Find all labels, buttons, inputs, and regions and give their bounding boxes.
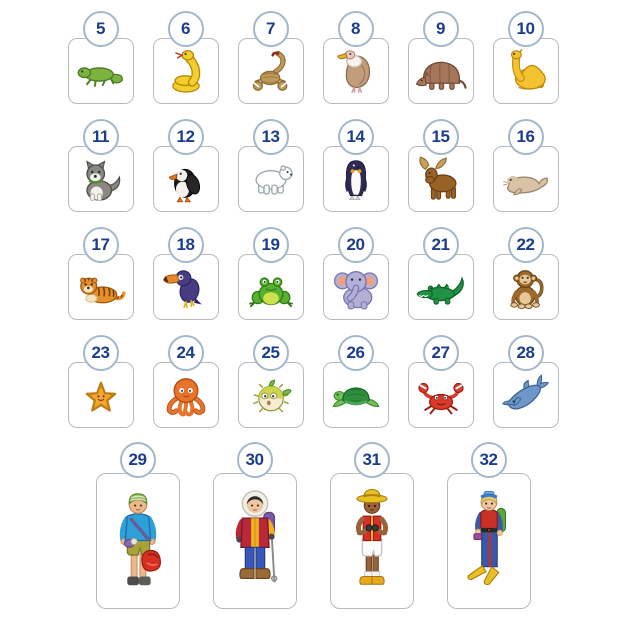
card-11-unit — [68, 119, 134, 212]
number-badge-15 — [423, 119, 459, 155]
card-5-unit — [68, 11, 134, 104]
scorpion-icon — [243, 43, 299, 99]
frog-icon — [243, 259, 299, 315]
elephant-icon — [328, 259, 384, 315]
winter-explorer-icon — [220, 483, 290, 600]
card-number: 8 — [351, 19, 360, 38]
animal-row-4 — [0, 335, 626, 428]
card-10-unit — [493, 11, 559, 104]
number-badge-9 — [423, 11, 459, 47]
number-badge-29 — [120, 442, 156, 478]
number-badge-23 — [83, 335, 119, 371]
card-22-monkey[interactable] — [493, 254, 559, 320]
card-32-unit — [447, 442, 531, 609]
card-number: 31 — [362, 450, 381, 469]
card-14-unit — [323, 119, 389, 212]
starfish-icon — [73, 367, 129, 423]
number-badge-19 — [253, 227, 289, 263]
card-19-unit — [238, 227, 304, 320]
number-badge-26 — [338, 335, 374, 371]
card-16-unit — [493, 119, 559, 212]
turtle-icon — [328, 367, 384, 423]
card-24-octopus[interactable] — [153, 362, 219, 428]
card-number: 7 — [266, 19, 275, 38]
number-badge-6 — [168, 11, 204, 47]
crab-icon — [413, 367, 469, 423]
card-32-scuba-diver[interactable] — [447, 473, 531, 609]
number-badge-28 — [508, 335, 544, 371]
card-6-unit — [153, 11, 219, 104]
card-number: 16 — [516, 127, 535, 146]
card-25-unit — [238, 335, 304, 428]
card-number: 15 — [431, 127, 450, 146]
number-badge-17 — [83, 227, 119, 263]
card-number: 5 — [96, 19, 105, 38]
card-21-crocodile[interactable] — [408, 254, 474, 320]
card-number: 19 — [261, 235, 280, 254]
monkey-icon — [498, 259, 554, 315]
card-20-elephant[interactable] — [323, 254, 389, 320]
moose-icon — [413, 151, 469, 207]
number-badge-7 — [253, 11, 289, 47]
card-28-unit — [493, 335, 559, 428]
armadillo-icon — [413, 43, 469, 99]
card-24-unit — [153, 335, 219, 428]
animal-row-1 — [0, 11, 626, 104]
card-25-pufferfish[interactable] — [238, 362, 304, 428]
hiker-boy-icon — [103, 483, 173, 600]
card-8-unit — [323, 11, 389, 104]
card-29-hiker-boy[interactable] — [96, 473, 180, 609]
card-number: 14 — [346, 127, 365, 146]
card-9-armadillo[interactable] — [408, 38, 474, 104]
number-badge-18 — [168, 227, 204, 263]
number-badge-11 — [83, 119, 119, 155]
card-number: 11 — [92, 127, 109, 146]
card-8-vulture[interactable] — [323, 38, 389, 104]
card-27-unit — [408, 335, 474, 428]
card-9-unit — [408, 11, 474, 104]
card-23-unit — [68, 335, 134, 428]
safari-explorer-icon — [337, 483, 407, 600]
card-number: 10 — [516, 19, 535, 38]
card-29-unit — [96, 442, 180, 609]
card-18-unit — [153, 227, 219, 320]
scuba-diver-icon — [454, 483, 524, 600]
number-badge-24 — [168, 335, 204, 371]
gecko-icon — [73, 43, 129, 99]
polar-bear-icon — [243, 151, 299, 207]
number-badge-10 — [508, 11, 544, 47]
card-5-gecko[interactable] — [68, 38, 134, 104]
card-26-turtle[interactable] — [323, 362, 389, 428]
number-badge-12 — [168, 119, 204, 155]
tiger-icon — [73, 259, 129, 315]
card-13-unit — [238, 119, 304, 212]
card-number: 26 — [346, 343, 365, 362]
puffin-icon — [158, 151, 214, 207]
card-12-puffin[interactable] — [153, 146, 219, 212]
card-number: 30 — [245, 450, 264, 469]
card-13-polar-bear[interactable] — [238, 146, 304, 212]
card-15-unit — [408, 119, 474, 212]
card-number: 22 — [516, 235, 535, 254]
card-number: 17 — [91, 235, 110, 254]
card-17-unit — [68, 227, 134, 320]
number-badge-25 — [253, 335, 289, 371]
card-14-penguin[interactable] — [323, 146, 389, 212]
card-30-unit — [213, 442, 297, 609]
number-badge-13 — [253, 119, 289, 155]
card-number: 20 — [346, 235, 365, 254]
card-number: 6 — [181, 19, 190, 38]
card-26-unit — [323, 335, 389, 428]
card-number: 24 — [176, 343, 195, 362]
card-number: 32 — [479, 450, 498, 469]
card-21-unit — [408, 227, 474, 320]
seal-icon — [498, 151, 554, 207]
dolphin-icon — [498, 367, 554, 423]
card-16-seal[interactable] — [493, 146, 559, 212]
card-30-winter-explorer[interactable] — [213, 473, 297, 609]
card-6-snake[interactable] — [153, 38, 219, 104]
snake-icon — [158, 43, 214, 99]
card-number: 9 — [436, 19, 445, 38]
vulture-icon — [328, 43, 384, 99]
card-22-unit — [493, 227, 559, 320]
number-badge-32 — [471, 442, 507, 478]
card-number: 27 — [431, 343, 450, 362]
card-17-tiger[interactable] — [68, 254, 134, 320]
number-badge-16 — [508, 119, 544, 155]
number-badge-31 — [354, 442, 390, 478]
card-31-unit — [330, 442, 414, 609]
card-number: 21 — [431, 235, 450, 254]
penguin-icon — [328, 151, 384, 207]
card-number: 23 — [91, 343, 110, 362]
card-number: 28 — [516, 343, 535, 362]
card-number: 29 — [128, 450, 147, 469]
card-10-camel[interactable] — [493, 38, 559, 104]
animal-row-3 — [0, 227, 626, 320]
number-badge-30 — [237, 442, 273, 478]
number-badge-14 — [338, 119, 374, 155]
card-20-unit — [323, 227, 389, 320]
octopus-icon — [158, 367, 214, 423]
card-number: 12 — [176, 127, 195, 146]
card-12-unit — [153, 119, 219, 212]
crocodile-icon — [413, 259, 469, 315]
camel-icon — [498, 43, 554, 99]
card-7-unit — [238, 11, 304, 104]
card-18-toucan[interactable] — [153, 254, 219, 320]
card-23-starfish[interactable] — [68, 362, 134, 428]
husky-icon — [73, 151, 129, 207]
card-15-moose[interactable] — [408, 146, 474, 212]
animal-row-2 — [0, 119, 626, 212]
number-badge-27 — [423, 335, 459, 371]
toucan-icon — [158, 259, 214, 315]
number-badge-21 — [423, 227, 459, 263]
card-27-crab[interactable] — [408, 362, 474, 428]
card-number: 25 — [261, 343, 280, 362]
card-19-frog[interactable] — [238, 254, 304, 320]
card-11-husky[interactable] — [68, 146, 134, 212]
number-badge-22 — [508, 227, 544, 263]
number-badge-20 — [338, 227, 374, 263]
card-7-scorpion[interactable] — [238, 38, 304, 104]
card-number: 18 — [176, 235, 195, 254]
pufferfish-icon — [243, 367, 299, 423]
number-badge-5 — [83, 11, 119, 47]
people-row — [0, 442, 626, 609]
card-31-safari-explorer[interactable] — [330, 473, 414, 609]
number-badge-8 — [338, 11, 374, 47]
card-number: 13 — [261, 127, 280, 146]
card-28-dolphin[interactable] — [493, 362, 559, 428]
